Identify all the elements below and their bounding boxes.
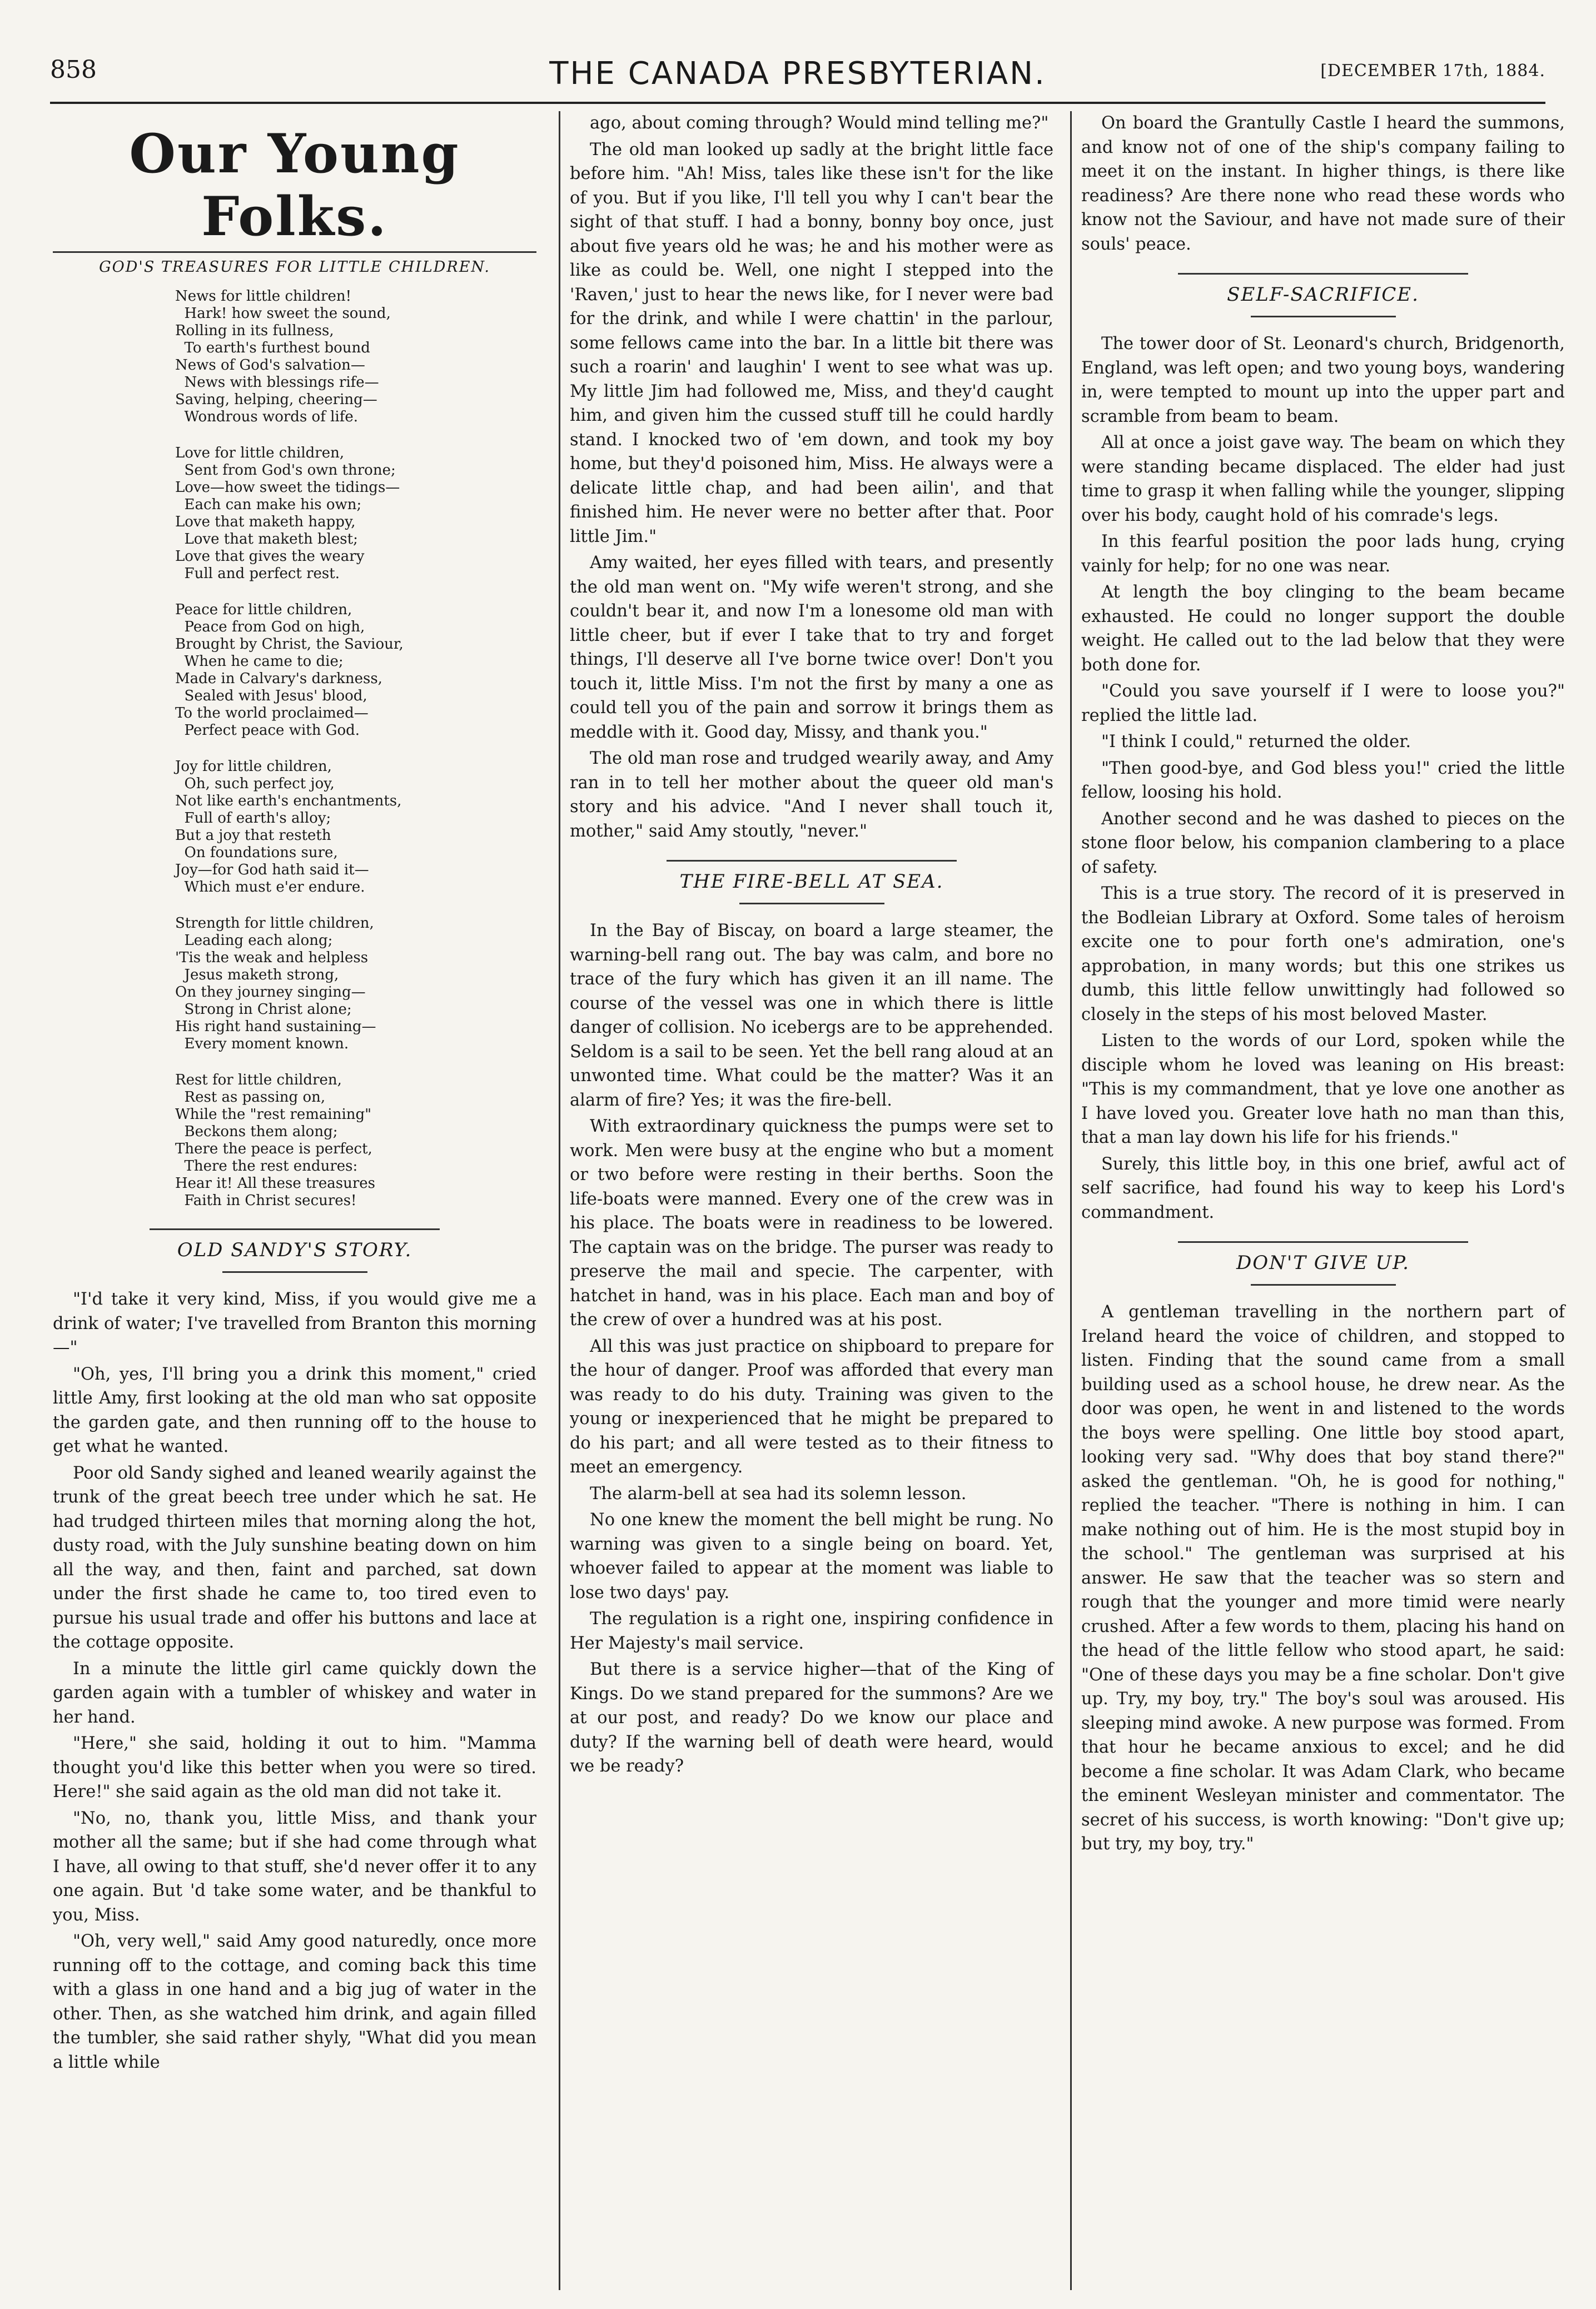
poem-line: Joy—for God hath said it— [175, 862, 369, 878]
story-body [1081, 111, 1565, 256]
poem-line: Love for little children, [175, 445, 345, 461]
section-rule [1178, 1241, 1468, 1243]
poem-line: Leading each along; [175, 932, 333, 949]
poem-line: To earth's furthest bound [175, 340, 370, 356]
paragraph: Surely, this little boy, in this one brief, awful act of self sacrifice, had found his way to keep his Lord's commandment. [1081, 1154, 1565, 1222]
paragraph: Another second and he was dashed to pieces on the stone floor below, his companion clambering to a place of safety. [1081, 809, 1565, 877]
story-body [53, 1287, 536, 2074]
poem-line: Faith in Christ secures! [175, 1192, 357, 1209]
poem-line: When he came to die; [175, 653, 344, 670]
poem-stanza [175, 445, 536, 583]
poem-line: There the rest endures: [175, 1158, 358, 1175]
poem-line: Perfect peace with God. [175, 722, 360, 739]
paragraph: "Could you save yourself if I were to loose you?" replied the little lad. [1081, 681, 1565, 725]
paragraph: The old man looked up sadly at the bright little face before him. "Ah! Miss, tales like these isn't for the like of you. But if you like, I'll tell you why I can't bear the sight of that stuff. I had a bonny, bonny boy once, just about five years old he was; he and his mother were as like as could be. Well, one night I stepped into the 'Raven,' just to hear the news like, for I never were bad for the drink, and while I were chattin' in the parlour, some fellows came into the bar. In a little bit there was such a roarin' and laughin' I went to see what was up. My little Jim had followed me, Miss, and they'd caught him, and given him the cussed stuff till he could hardly stand. I knocked two of 'em down, and took my boy home, but they'd poisoned him, Miss. He always were a delicate little chap, and had been ailin', and that finished him. He never were no better after that. Poor little Jim." [570, 140, 1053, 546]
column-divider [1070, 111, 1072, 2290]
story-body [570, 919, 1053, 1779]
poem-line: News with blessings rife— [175, 374, 379, 391]
story-body [570, 111, 1053, 843]
poem-line: Hark! how sweet the sound, [175, 305, 391, 322]
paragraph: In this fearful position the poor lads hung, crying vainly for help; for no one was near. [1081, 532, 1565, 576]
poem-line: Each can make his own; [175, 496, 362, 513]
paragraph: All this was just practice on shipboard to prepare for the hour of danger. Proof was afforded that every man was ready to do his duty. Training was given to the young or inexperienced that he might be prepared to do his part; and all were tested as to their fitness to meet an emergency. [570, 1336, 1053, 1477]
poem-line: Peace for little children, [175, 601, 352, 618]
poem-stanza [175, 915, 536, 1053]
poem-line: Which must e'er endure. [175, 879, 365, 895]
paragraph: "Oh, very well," said Amy good naturedly, once more running off to the cottage, and coming back this time with a glass in one hand and a big jug of water in the other. Then, as she watched him drink, and again filled the tumbler, she said rather shyly, "What did you mean a little while [53, 1932, 536, 2072]
issue-date: [DECEMBER 17th, 1884. [1320, 61, 1545, 81]
paragraph: All at once a joist gave way. The beam on which they were standing became displaced. The elder had just time to grasp it when falling while the younger, slipping over his body, caught hold of his comrade's legs. [1081, 433, 1565, 525]
poem-line: Beckons them along; [175, 1123, 338, 1140]
poem-line: Rest as passing on, [175, 1089, 326, 1106]
poem-line: There the peace is perfect, [175, 1141, 372, 1157]
column-divider [559, 111, 560, 2290]
poem-line: His right hand sustaining— [175, 1018, 376, 1035]
section-rule [53, 251, 536, 253]
publication-title: THE CANADA PRESBYTERIAN. [549, 56, 1046, 92]
paragraph: A gentleman travelling in the northern part of Ireland heard the voice of children, and stopped to listen. Finding that the sound came from a small building used as a school house, he drew near. As the door was open, he went in and listened to the words the boys were spelling. One little boy stood apart, looking very sad. "Why does that boy stand there?" asked the gentleman. "Oh, he is good for nothing," replied the teacher. "There is nothing in him. I can make nothing out of him. He is the most stupid boy in the school." The gentleman was surprised at his answer. He saw that the teacher was so stern and rough that the younger and more timid were nearly crushed. After a few words to them, placing his hand on the head of the little fellow who stood apart, he said: "One of these days you may be a fine scholar. Don't give up. Try, my boy, try." The boy's soul was aroused. His sleeping mind awoke. A new purpose was formed. From that hour he became anxious to excel; and he did become a fine scholar. It was Adam Clark, who became the eminent Wesleyan minister and commentator. The secret of his success, is worth knowing: "Don't give up; but try, my boy, try." [1081, 1302, 1565, 1854]
poem-line: Made in Calvary's darkness, [175, 670, 382, 687]
poem-line: Oh, such perfect joy, [175, 775, 335, 792]
story-title: THE FIRE-BELL AT SEA. [679, 870, 944, 893]
paragraph: Listen to the words of our Lord, spoken while the disciple whom he loved was leaning on His breast: "This is my commandment, that ye love one another as I have loved you. Greater love hath no man than this, that a man lay down his life for his friends." [1081, 1031, 1565, 1147]
story-title: OLD SANDY'S STORY. [177, 1239, 412, 1261]
paragraph: This is a true story. The record of it is preserved in the Bodleian Library at Oxford. Some tales of heroism excite one to pour forth one's admiration, one's approbation, in many words; but this one strikes us dumb, this little fellow unwittingly had followed so closely in the steps of his most beloved Master. [1081, 884, 1565, 1024]
section-rule [667, 860, 957, 862]
paragraph: Poor old Sandy sighed and leaned wearily against the trunk of the great beech tree under which he sat. He had trudged thirteen miles that morning along the hot, dusty road, with the July sunshine beating down on him all the way, and then, faint and parched, sat down under the first shade he came to, too tired even to pursue his usual trade and offer his buttons and lace at the cottage opposite. [53, 1463, 536, 1652]
paragraph: "Oh, yes, I'll bring you a drink this moment," cried little Amy, first looking at the old man who sat opposite the garden gate, and then running off to the house to get what he wanted. [53, 1364, 536, 1456]
section-rule [739, 903, 884, 904]
paragraph: "No, no, thank you, little Miss, and thank your mother all the same; but if she had come through what I have, all owing to that stuff, she'd never offer it to any one again. But 'd take some water, and be thankful to you, Miss. [53, 1808, 536, 1925]
paragraph: In the Bay of Biscay, on board a large steamer, the warning-bell rang out. The bay was calm, and bore no trace of the fury which has given it an ill name. The course of the vessel was one in which there is little danger of collision. No icebergs are to be apprehended. Seldom is a sail to be seen. Yet the bell rang aloud at an unwonted time. What could be the matter? Was it an alarm of fire? Yes; it was the fire-bell. [570, 921, 1053, 1110]
story-body [1081, 332, 1565, 1225]
poem-line: News of God's salvation— [175, 357, 365, 374]
paragraph: The old man rose and trudged wearily away, and Amy ran in to tell her mother about the queer old man's story and his advice. "And I never shall touch it, mother," said Amy stoutly, "never." [570, 749, 1053, 841]
poem-line: Love that maketh blest; [175, 531, 358, 548]
poem-line: Strong in Christ alone; [175, 1001, 352, 1018]
poem-line: Wondrous words of life. [175, 409, 358, 425]
poem-line: Brought by Christ, the Saviour, [175, 636, 404, 653]
poem-line: While the "rest remaining" [175, 1106, 372, 1123]
poem-line: Full and perfect rest. [175, 565, 340, 582]
story-title: SELF-SACRIFICE. [1227, 283, 1419, 306]
section-rule [1251, 1284, 1396, 1286]
paragraph: ago, about coming through? Would mind telling me?" [590, 113, 1049, 133]
poem-line: 'Tis the weak and helpless [175, 949, 369, 966]
poem-line: But a joy that resteth [175, 827, 331, 844]
poem [175, 288, 536, 1210]
paragraph: But there is a service higher—that of the King of Kings. Do we stand prepared for the summons? Are we at our post, and ready? Do we know our place and duty? If the warning bell of death were heard, would we be ready? [570, 1660, 1053, 1776]
poem-line: Full of earth's alloy; [175, 810, 331, 827]
paragraph: "I think I could," returned the older. [1101, 732, 1411, 752]
poem-stanza [175, 1072, 536, 1210]
poem-line: Love—how sweet the tidings— [175, 479, 400, 496]
column-1 [53, 111, 536, 2077]
paragraph: On board the Grantully Castle I heard the summons, and know not of one of the ship's company failing to meet it on the instant. In higher things, is there like readiness? Are there none who read these words who know not the Saviour, and have not made sure of their souls' peace. [1081, 113, 1565, 254]
story-body [1081, 1300, 1565, 1857]
paragraph: With extraordinary quickness the pumps were set to work. Men were busy at the engine who but a moment or two before were resting in their berths. Soon the life-boats were manned. Every one of the crew was in his place. The boats were in readiness to be lowered. The captain was on the bridge. The purser was ready to preserve the mail and specie. The carpenter, with hatchet in hand, was in his place. Each man and boy of the crew of over a hundred was at his post. [570, 1117, 1053, 1330]
paragraph: "Here," she said, holding it out to him. "Mamma thought you'd like this better when you were so tired. Here!" she said again as the old man did not take it. [53, 1734, 536, 1802]
poem-stanza [175, 601, 536, 739]
section-rule [222, 1271, 367, 1273]
paragraph: The tower door of St. Leonard's church, Bridgenorth, England, was left open; and two young boys, wandering in, were tempted to mount up into the upper part and scramble from beam to beam. [1081, 334, 1565, 426]
poem-line: Joy for little children, [175, 758, 332, 775]
poem-stanza [175, 758, 536, 896]
section-rule [150, 1228, 440, 1230]
paragraph: At length the boy clinging to the beam became exhausted. He could no longer support the double weight. He called out to the lad below that they were both done for. [1081, 583, 1565, 675]
paragraph: No one knew the moment the bell might be rung. No warning was given to a single being on board. Yet, whoever failed to appear at the moment was liable to lose two days' pay. [570, 1510, 1053, 1603]
poem-line: News for little children! [175, 288, 352, 305]
page-number: 858 [50, 56, 97, 84]
poem-line: Saving, helping, cheering— [175, 391, 377, 408]
poem-line: Jesus maketh strong, [175, 967, 339, 983]
poem-title: GOD'S TREASURES FOR LITTLE CHILDREN. [99, 258, 490, 276]
poem-line: Every moment known. [175, 1036, 349, 1052]
poem-line: Peace from God on high, [175, 619, 365, 635]
section-rule [1251, 316, 1396, 317]
paragraph: "I'd take it very kind, Miss, if you would give me a drink of water; I've travelled from Branton this morning—" [53, 1290, 536, 1357]
poem-line: Not like earth's enchantments, [175, 793, 402, 809]
poem-line: Strength for little children, [175, 915, 374, 932]
section-masthead: Our Young Folks. [129, 122, 460, 248]
header-rule [50, 102, 1545, 104]
poem-line: Love that maketh happy, [175, 514, 356, 530]
poem-line: Rolling in its fullness, [175, 322, 334, 339]
column-3 [1081, 111, 1565, 1859]
poem-line: Hear it! All these treasures [175, 1175, 375, 1192]
page-header [50, 56, 1545, 100]
poem-line: Sent from God's own throne; [175, 462, 396, 479]
paragraph: Amy waited, her eyes filled with tears, and presently the old man went on. "My wife weren't strong, and she couldn't bear it, and now I'm a lonesome old man with little cheer, but if ever I take that to try and forget things, I'll deserve all I've borne twice over! Don't you touch it, little Miss. I'm not the first by many a one as could tell you of the pain and sorrow it brings them as meddle with it. Good day, Missy, and thank you." [570, 553, 1053, 742]
paragraph: The regulation is a right one, inspiring confidence in Her Majesty's mail service. [570, 1609, 1053, 1653]
section-rule [1178, 273, 1468, 275]
poem-line: On foundations sure, [175, 844, 338, 861]
poem-line: Rest for little children, [175, 1072, 342, 1088]
paragraph: The alarm-bell at sea had its solemn lesson. [590, 1484, 967, 1504]
column-2 [570, 111, 1053, 1781]
poem-stanza [175, 288, 536, 426]
story-title: DON'T GIVE UP. [1236, 1252, 1410, 1274]
poem-line: Love that gives the weary [175, 548, 365, 565]
poem-line: To the world proclaimed— [175, 705, 369, 721]
poem-line: Sealed with Jesus' blood, [175, 688, 367, 704]
paragraph: In a minute the little girl came quickly down the garden again with a tumbler of whiskey and water in her hand. [53, 1659, 536, 1727]
paragraph: "Then good-bye, and God bless you!" cried the little fellow, loosing his hold. [1081, 758, 1565, 802]
poem-line: On they journey singing— [175, 984, 366, 1001]
